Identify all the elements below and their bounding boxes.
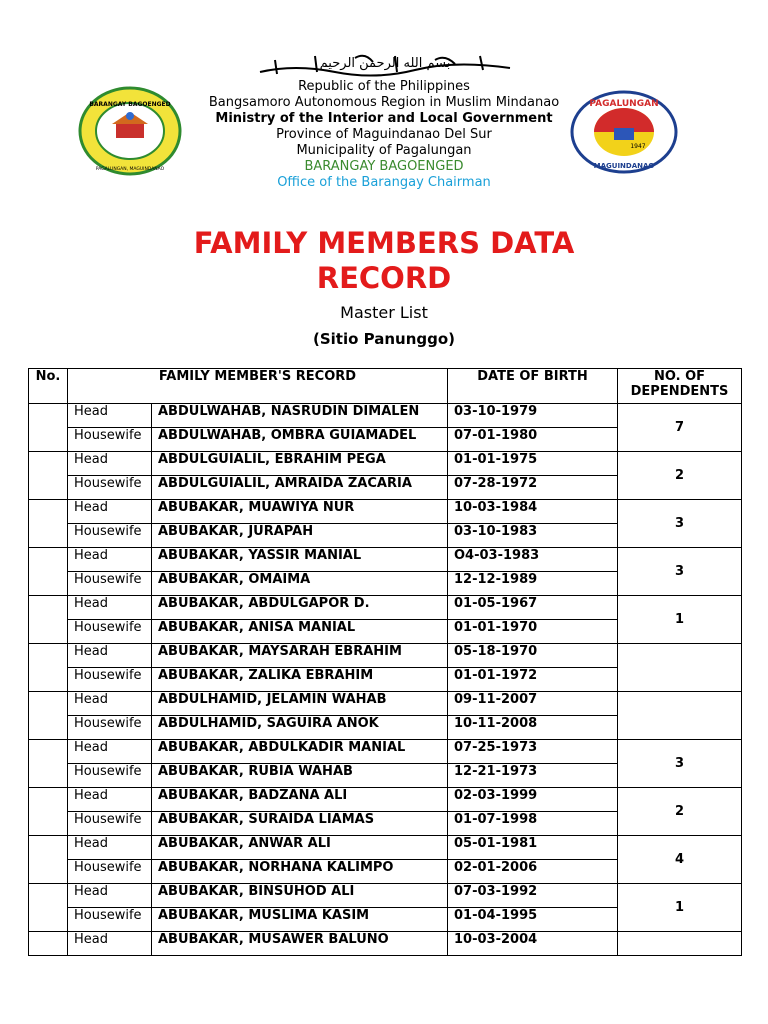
member-dob-cell: 01-01-1975 [448, 452, 618, 476]
member-name-cell: ABUBAKAR, MUSAWER BALUNO [152, 932, 448, 956]
member-role-cell: Head [68, 884, 152, 908]
dependents-cell: 1 [618, 596, 742, 644]
table-row [29, 884, 742, 908]
table-row [29, 452, 742, 476]
header-province: Province of Maguindanao Del Sur [276, 127, 492, 142]
member-role-cell: Head [68, 452, 152, 476]
header-republic: Republic of the Philippines [298, 79, 470, 94]
member-role-cell: Housewife [68, 620, 152, 644]
dependents-cell [618, 692, 742, 740]
member-dob-cell: 01-07-1998 [448, 812, 618, 836]
member-dob-cell: 02-03-1999 [448, 788, 618, 812]
document-title-line1: FAMILY MEMBERS DATA [193, 226, 575, 260]
member-dob-cell: 01-01-1970 [448, 620, 618, 644]
member-role-cell: Head [68, 740, 152, 764]
member-role-cell: Head [68, 596, 152, 620]
row-number-cell [29, 740, 68, 788]
member-role-cell: Housewife [68, 908, 152, 932]
member-role-cell: Head [68, 692, 152, 716]
row-number-cell [29, 500, 68, 548]
member-role-cell: Head [68, 932, 152, 956]
member-dob-cell: 07-03-1992 [448, 884, 618, 908]
dependents-header-line2: DEPENDENTS [630, 384, 729, 399]
row-number-cell [29, 452, 68, 500]
dependents-cell: 7 [618, 404, 742, 452]
table-body [29, 404, 742, 956]
document-subtitle: Master List [340, 303, 428, 322]
member-name-cell: ABUBAKAR, OMAIMA [152, 572, 448, 596]
col-header-dependents [618, 369, 742, 404]
member-name-cell: ABUBAKAR, MAYSARAH EBRAHIM [152, 644, 448, 668]
table-row [29, 932, 742, 956]
member-dob-cell: 05-18-1970 [448, 644, 618, 668]
member-role-cell: Housewife [68, 812, 152, 836]
header-municipality: Municipality of Pagalungan [296, 143, 472, 158]
table-row [29, 836, 742, 860]
member-role-cell: Head [68, 548, 152, 572]
member-role-cell: Housewife [68, 524, 152, 548]
dependents-cell [618, 932, 742, 956]
document-title-line2: RECORD [316, 261, 452, 295]
member-name-cell: ABUBAKAR, MUAWIYA NUR [152, 500, 448, 524]
member-name-cell: ABUBAKAR, ANISA MANIAL [152, 620, 448, 644]
sitio-label: (Sitio Panunggo) [312, 330, 456, 348]
row-number-cell [29, 596, 68, 644]
col-header-dob: DATE OF BIRTH [448, 369, 618, 404]
member-dob-cell: 02-01-2006 [448, 860, 618, 884]
member-name-cell: ABUBAKAR, ANWAR ALI [152, 836, 448, 860]
dependents-cell: 2 [618, 788, 742, 836]
member-dob-cell: 05-01-1981 [448, 836, 618, 860]
member-role-cell: Head [68, 500, 152, 524]
member-name-cell: ABUBAKAR, ZALIKA EBRAHIM [152, 668, 448, 692]
member-dob-cell: 03-10-1983 [448, 524, 618, 548]
member-role-cell: Housewife [68, 476, 152, 500]
table-row [29, 500, 742, 524]
member-name-cell: ABUBAKAR, SURAIDA LIAMAS [152, 812, 448, 836]
member-dob-cell: 10-11-2008 [448, 716, 618, 740]
member-name-cell: ABUBAKAR, ABDULGAPOR D. [152, 596, 448, 620]
row-number-cell [29, 884, 68, 932]
header-office: Office of the Barangay Chairman [277, 175, 491, 190]
table-row [29, 692, 742, 716]
left-seal-top-text: BARANGAY BAGOENGED [89, 101, 171, 108]
calligraphy-text: بسم الله الرحمن الرحيم [319, 56, 451, 71]
member-dob-cell: 09-11-2007 [448, 692, 618, 716]
table-row [29, 548, 742, 572]
header-region: Bangsamoro Autonomous Region in Muslim Mindanao [208, 95, 560, 110]
member-dob-cell: 01-01-1972 [448, 668, 618, 692]
table-row [29, 644, 742, 668]
left-seal-bottom-text: PAGALUNGAN, MAGUINDANAO [95, 167, 165, 172]
member-dob-cell: 01-04-1995 [448, 908, 618, 932]
member-dob-cell: 01-05-1967 [448, 596, 618, 620]
dependents-cell: 2 [618, 452, 742, 500]
member-role-cell: Head [68, 836, 152, 860]
dependents-cell: 3 [618, 548, 742, 596]
member-role-cell: Housewife [68, 428, 152, 452]
bismillah-calligraphy [255, 50, 515, 82]
right-seal-year: 1947 [630, 143, 646, 150]
member-name-cell: ABDULHAMID, SAGUIRA ANOK [152, 716, 448, 740]
row-number-cell [29, 692, 68, 740]
member-name-cell: ABUBAKAR, NORHANA KALIMPO [152, 860, 448, 884]
row-number-cell [29, 404, 68, 452]
member-name-cell: ABDULWAHAB, NASRUDIN DIMALEN [152, 404, 448, 428]
member-role-cell: Head [68, 404, 152, 428]
member-name-cell: ABDULGUIALIL, AMRAIDA ZACARIA [152, 476, 448, 500]
dependents-cell: 1 [618, 884, 742, 932]
member-name-cell: ABDULWAHAB, OMBRA GUIAMADEL [152, 428, 448, 452]
right-seal-top-text: PAGALUNGAN [589, 99, 659, 109]
family-members-table [28, 368, 742, 956]
dependents-cell: 3 [618, 740, 742, 788]
row-number-cell [29, 548, 68, 596]
right-seal-bottom-text: MAGUINDANAO [593, 162, 655, 170]
member-role-cell: Housewife [68, 764, 152, 788]
table-row [29, 404, 742, 428]
member-dob-cell: 07-28-1972 [448, 476, 618, 500]
member-role-cell: Housewife [68, 860, 152, 884]
header-ministry: Ministry of the Interior and Local Government [215, 111, 553, 126]
member-dob-cell: 07-01-1980 [448, 428, 618, 452]
member-name-cell: ABUBAKAR, BINSUHOD ALI [152, 884, 448, 908]
row-number-cell [29, 836, 68, 884]
table-row [29, 740, 742, 764]
member-role-cell: Head [68, 788, 152, 812]
member-name-cell: ABUBAKAR, JURAPAH [152, 524, 448, 548]
table-row [29, 788, 742, 812]
dependents-header-line1: NO. OF [653, 369, 706, 384]
member-name-cell: ABUBAKAR, MUSLIMA KASIM [152, 908, 448, 932]
table-row [29, 596, 742, 620]
member-dob-cell: 12-12-1989 [448, 572, 618, 596]
row-number-cell [29, 932, 68, 956]
member-name-cell: ABUBAKAR, RUBIA WAHAB [152, 764, 448, 788]
member-dob-cell: 10-03-1984 [448, 500, 618, 524]
member-dob-cell: 07-25-1973 [448, 740, 618, 764]
member-role-cell: Housewife [68, 716, 152, 740]
header-barangay: BARANGAY BAGOENGED [304, 159, 464, 174]
dependents-cell [618, 644, 742, 692]
member-name-cell: ABDULHAMID, JELAMIN WAHAB [152, 692, 448, 716]
row-number-cell [29, 788, 68, 836]
member-name-cell: ABUBAKAR, BADZANA ALI [152, 788, 448, 812]
row-number-cell [29, 644, 68, 692]
member-dob-cell: 03-10-1979 [448, 404, 618, 428]
col-header-record: FAMILY MEMBER'S RECORD [68, 369, 448, 404]
member-name-cell: ABDULGUIALIL, EBRAHIM PEGA [152, 452, 448, 476]
member-dob-cell: O4-03-1983 [448, 548, 618, 572]
member-role-cell: Head [68, 644, 152, 668]
member-name-cell: ABUBAKAR, ABDULKADIR MANIAL [152, 740, 448, 764]
member-role-cell: Housewife [68, 572, 152, 596]
dependents-cell: 3 [618, 500, 742, 548]
member-role-cell: Housewife [68, 668, 152, 692]
member-dob-cell: 10-03-2004 [448, 932, 618, 956]
member-name-cell: ABUBAKAR, YASSIR MANIAL [152, 548, 448, 572]
member-dob-cell: 12-21-1973 [448, 764, 618, 788]
dependents-cell: 4 [618, 836, 742, 884]
col-header-no: No. [29, 369, 68, 404]
